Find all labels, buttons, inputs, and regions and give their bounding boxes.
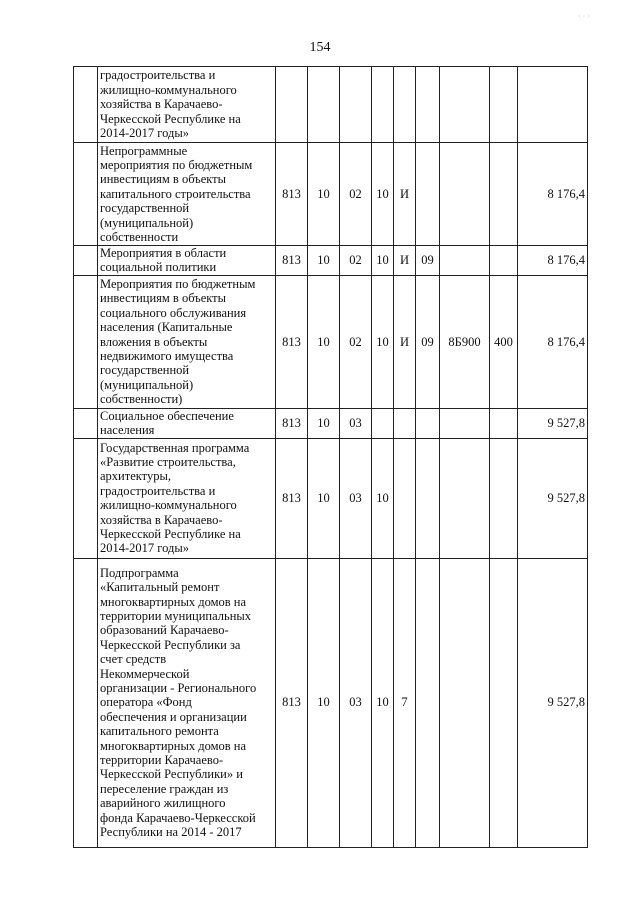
- code-cell-c2: 10: [308, 246, 340, 276]
- code-cell-c4: [372, 408, 394, 438]
- description-line: 2014-2017 годы»: [100, 126, 190, 141]
- code-cell-c1: [276, 67, 308, 143]
- code-cell-c4: 10: [372, 275, 394, 408]
- code-cell-c6: 09: [416, 246, 440, 276]
- code-cell-c7: [440, 246, 490, 276]
- amount-cell: 9 527,8: [518, 558, 588, 847]
- description-line: социального обслуживания: [100, 305, 247, 320]
- amount-cell: 9 527,8: [518, 408, 588, 438]
- description-line: Государственная программа: [100, 440, 250, 455]
- code-cell-c7: 8Б900: [440, 275, 490, 408]
- row-index-cell: [74, 246, 98, 276]
- code-cell-c6: [416, 143, 440, 246]
- code-cell-c8: 400: [490, 275, 518, 408]
- table-body: [74, 67, 588, 848]
- table-row: [74, 67, 588, 143]
- table-row: [74, 408, 588, 438]
- description-line: государственной: [100, 201, 190, 216]
- code-cell-c3: 03: [340, 558, 372, 847]
- code-cell-c4: 10: [372, 438, 394, 558]
- code-cell-c2: 10: [308, 408, 340, 438]
- description-line: территории Карачаево-: [100, 753, 224, 768]
- description-line: жилищно-коммунального: [100, 82, 237, 97]
- row-index-cell: [74, 67, 98, 143]
- amount-cell: [518, 67, 588, 143]
- code-cell-c5: 7: [394, 558, 416, 847]
- description-line: Непрограммные: [100, 143, 188, 158]
- description-line: инвестициям в объекты: [100, 172, 227, 187]
- description-line: населения: [100, 423, 155, 438]
- description-cell: [98, 143, 276, 246]
- table-row: [74, 275, 588, 408]
- code-cell-c8: [490, 438, 518, 558]
- amount-cell: 8 176,4: [518, 246, 588, 276]
- description-line: Черкесской Республики за: [100, 637, 241, 652]
- description-cell: [98, 558, 276, 847]
- description-cell: [98, 246, 276, 276]
- code-cell-c2: 10: [308, 275, 340, 408]
- description-line: Республики на 2014 - 2017: [100, 825, 242, 840]
- description-line: фонда Карачаево-Черкесской: [100, 810, 256, 825]
- description-line: 2014-2017 годы»: [100, 541, 190, 556]
- description-line: Некоммерческой: [100, 666, 190, 681]
- description-line: государственной: [100, 363, 190, 378]
- amount-cell: 9 527,8: [518, 438, 588, 558]
- description-line: оператора «Фонд: [100, 695, 192, 710]
- code-cell-c3: 02: [340, 275, 372, 408]
- table-row: [74, 143, 588, 246]
- row-index-cell: [74, 408, 98, 438]
- description-line: счет средств: [100, 652, 167, 667]
- page-number: 154: [309, 40, 331, 55]
- description-line: (муниципальной): [100, 215, 194, 230]
- description-line: (муниципальной): [100, 377, 194, 392]
- code-cell-c7: [440, 558, 490, 847]
- code-cell-c2: 10: [308, 438, 340, 558]
- code-cell-c4: [372, 67, 394, 143]
- code-cell-c7: [440, 438, 490, 558]
- code-cell-c8: [490, 143, 518, 246]
- description-line: населения (Капитальные: [100, 320, 233, 335]
- code-cell-c4: 10: [372, 558, 394, 847]
- description-line: аварийного жилищного: [100, 796, 226, 811]
- description-line: «Капитальный ремонт: [100, 580, 220, 595]
- description-line: многоквартирных домов на: [100, 594, 247, 609]
- table-row: [74, 558, 588, 847]
- description-cell: [98, 408, 276, 438]
- row-index-cell: [74, 143, 98, 246]
- code-cell-c1: 813: [276, 408, 308, 438]
- description-line: организации - Регионального: [100, 681, 257, 696]
- description-line: территории муниципальных: [100, 608, 252, 623]
- code-cell-c1: 813: [276, 558, 308, 847]
- description-line: Черкесской Республики» и: [100, 767, 243, 782]
- row-index-cell: [74, 275, 98, 408]
- code-cell-c4: 10: [372, 143, 394, 246]
- description-line: Мероприятия по бюджетным: [100, 276, 256, 291]
- code-cell-c4: 10: [372, 246, 394, 276]
- description-line: собственности): [100, 392, 183, 407]
- budget-table: [73, 66, 588, 848]
- code-cell-c6: [416, 438, 440, 558]
- code-cell-c3: 02: [340, 143, 372, 246]
- description-line: Черкесской Республике на: [100, 526, 241, 541]
- description-cell: [98, 275, 276, 408]
- description-line: социальной политики: [100, 260, 217, 275]
- code-cell-c5: [394, 438, 416, 558]
- code-cell-c7: [440, 143, 490, 246]
- description-line: градостроительства и: [100, 483, 216, 498]
- description-line: обеспечения и организации: [100, 709, 247, 724]
- description-line: капитального ремонта: [100, 724, 219, 739]
- description-line: Черкесской Республике на: [100, 111, 241, 126]
- amount-cell: 8 176,4: [518, 143, 588, 246]
- description-line: образований Карачаево-: [100, 623, 229, 638]
- description-line: архитектуры,: [100, 469, 171, 484]
- description-line: недвижимого имущества: [100, 349, 234, 364]
- description-line: «Развитие строительства,: [100, 454, 236, 469]
- code-cell-c2: 10: [308, 143, 340, 246]
- code-cell-c1: 813: [276, 143, 308, 246]
- description-line: капитального строительства: [100, 186, 251, 201]
- description-line: вложения в объекты: [100, 334, 208, 349]
- code-cell-c8: [490, 558, 518, 847]
- code-cell-c5: [394, 408, 416, 438]
- code-cell-c7: [440, 408, 490, 438]
- description-line: многоквартирных домов на: [100, 738, 247, 753]
- code-cell-c6: [416, 67, 440, 143]
- description-line: мероприятия по бюджетным: [100, 157, 253, 172]
- description-line: хозяйства в Карачаево-: [100, 97, 223, 112]
- code-cell-c6: [416, 408, 440, 438]
- description-cell: [98, 438, 276, 558]
- code-cell-c7: [440, 67, 490, 143]
- description-line: градостроительства и: [100, 68, 216, 83]
- row-index-cell: [74, 558, 98, 847]
- table-row: [74, 438, 588, 558]
- code-cell-c3: 03: [340, 408, 372, 438]
- description-line: Социальное обеспечение: [100, 408, 234, 423]
- amount-cell: 8 176,4: [518, 275, 588, 408]
- description-line: хозяйства в Карачаево-: [100, 512, 223, 527]
- code-cell-c3: 02: [340, 246, 372, 276]
- code-cell-c5: И: [394, 143, 416, 246]
- description-line: собственности: [100, 230, 179, 245]
- code-cell-c1: 813: [276, 438, 308, 558]
- code-cell-c8: [490, 408, 518, 438]
- code-cell-c5: И: [394, 246, 416, 276]
- code-cell-c1: 813: [276, 275, 308, 408]
- code-cell-c5: И: [394, 275, 416, 408]
- code-cell-c8: [490, 246, 518, 276]
- code-cell-c8: [490, 67, 518, 143]
- description-line: переселение граждан из: [100, 781, 229, 796]
- code-cell-c3: 03: [340, 438, 372, 558]
- code-cell-c6: 09: [416, 275, 440, 408]
- code-cell-c2: 10: [308, 558, 340, 847]
- code-cell-c6: [416, 558, 440, 847]
- code-cell-c5: [394, 67, 416, 143]
- description-line: Мероприятия в области: [100, 246, 227, 260]
- code-cell-c2: [308, 67, 340, 143]
- row-index-cell: [74, 438, 98, 558]
- description-cell: [98, 67, 276, 143]
- description-line: жилищно-коммунального: [100, 498, 237, 513]
- description-line: инвестициям в объекты: [100, 291, 227, 306]
- code-cell-c1: 813: [276, 246, 308, 276]
- scan-artifact: · · ·: [578, 12, 590, 21]
- code-cell-c3: [340, 67, 372, 143]
- description-line: Подпрограмма: [100, 565, 179, 580]
- table-row: [74, 246, 588, 276]
